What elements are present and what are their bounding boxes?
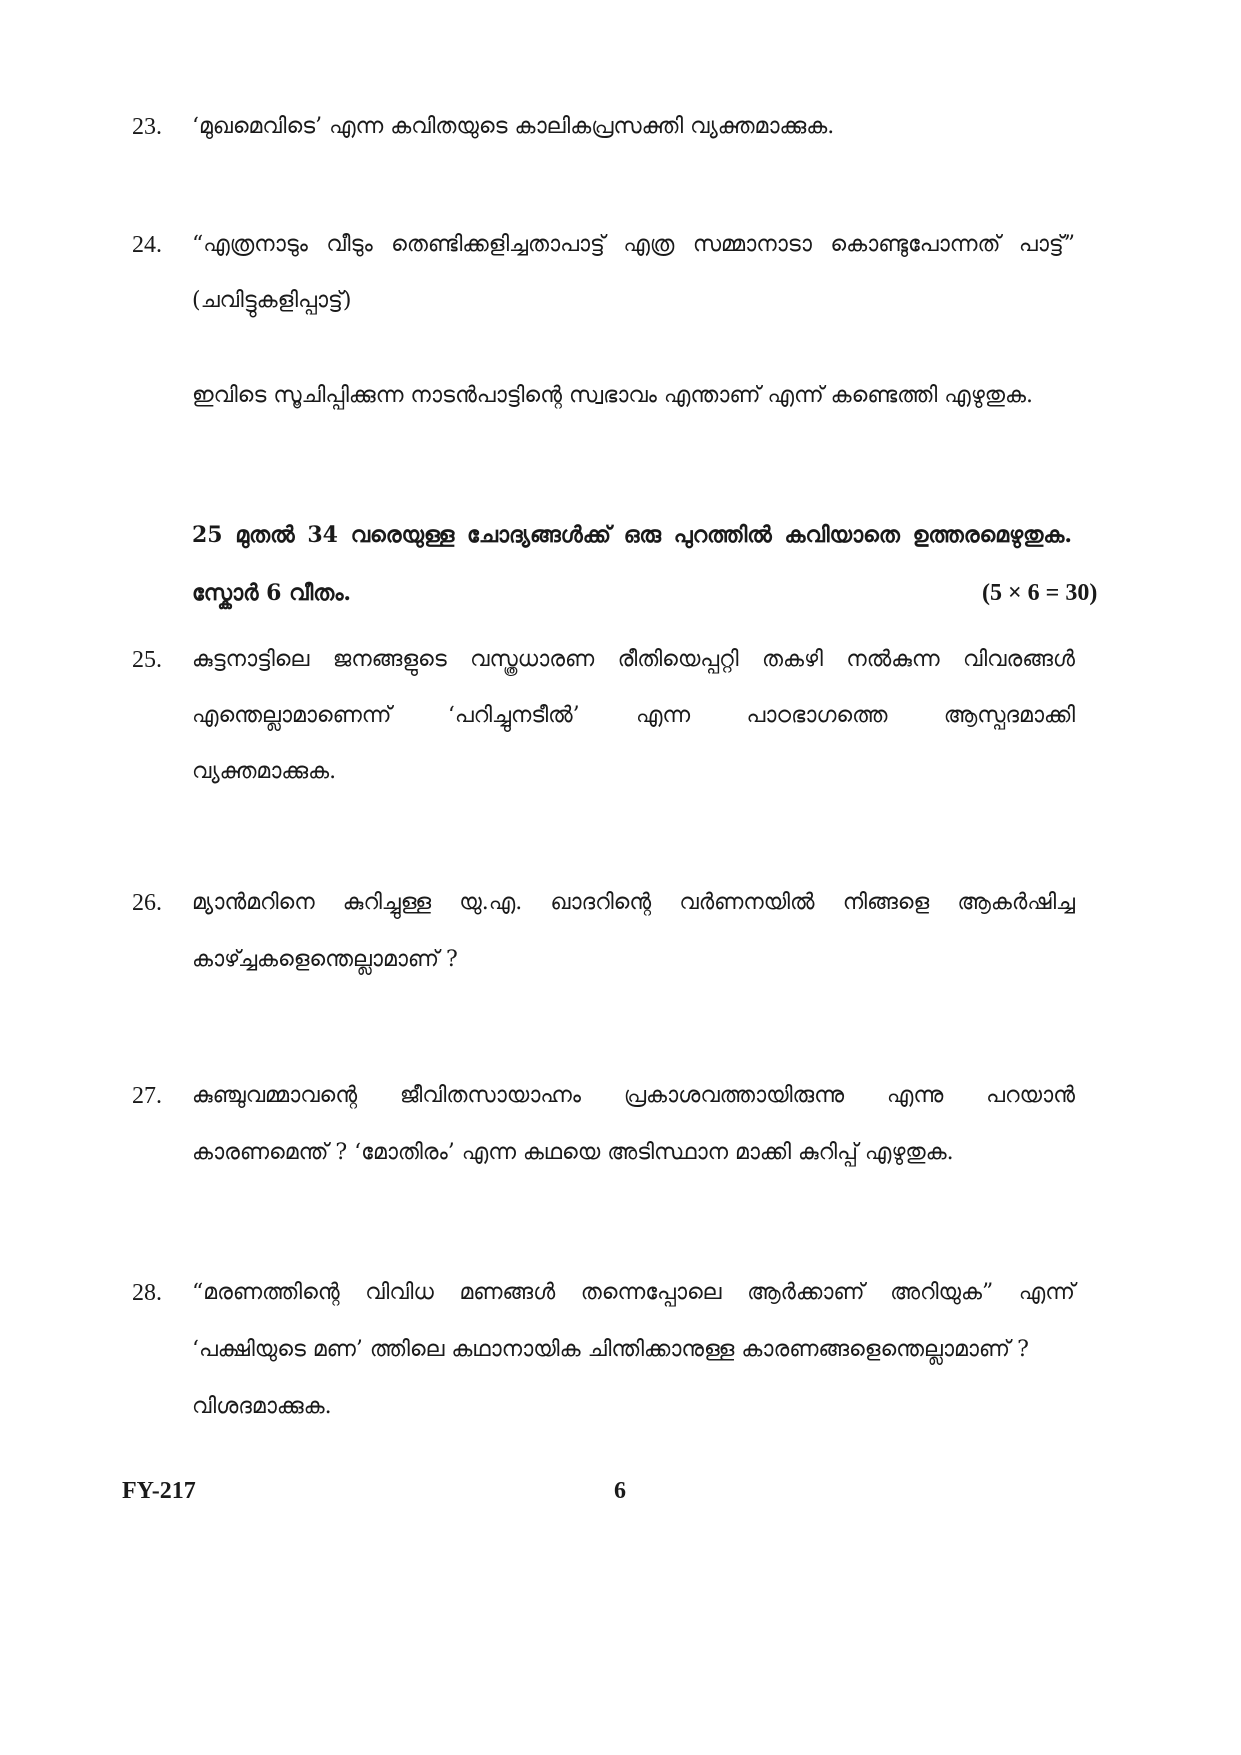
question-27-line-1: കുഞ്ചുവമ്മാവന്റെ ജീവിതസായാഹ്നം പ്രകാശവത്തായിരുന്നു എന്നു പറയാൻ — [192, 1083, 1075, 1108]
question-26-line-1: മ്യാൻമറിനെ കുറിച്ചുള്ള യു.എ. ഖാദറിന്റെ വർണനയിൽ നിങ്ങളെ ആകർഷിച്ച — [192, 890, 1075, 915]
question-28-number: 28. — [132, 1280, 162, 1306]
question-25-number: 25. — [132, 647, 162, 673]
question-24-source: (ചവിട്ടുകളിപ്പാട്ട്) — [192, 288, 352, 313]
question-24-number: 24. — [132, 232, 162, 258]
question-24-quote: “എത്രനാടും വീടും തെണ്ടിക്കളിച്ചതാപാട്ട് എത്ര സമ്മാനാടാ കൊണ്ടുപോന്നത് പാട്ട്” — [192, 232, 1075, 257]
paper-code: FY-217 — [122, 1478, 196, 1504]
question-26-line-2: കാഴ്ച്ചകളെന്തെല്ലാമാണ് ? — [192, 947, 458, 972]
question-27-line-2: കാരണമെന്ത് ? ‘മോതിരം’ എന്ന കഥയെ അടിസ്ഥാന മാക്കി കുറിപ്പ് എഴുതുക. — [192, 1140, 954, 1165]
section-marks: (5 × 6 = 30) — [982, 580, 1098, 606]
page-number: 6 — [614, 1478, 626, 1504]
question-28-line-1: “മരണത്തിന്റെ വിവിധ മണങ്ങൾ തന്നെപ്പോലെ ആർക്കാണ് അറിയുക” എന്ന് — [192, 1280, 1075, 1305]
question-25-line-1: കുട്ടനാട്ടിലെ ജനങ്ങളുടെ വസ്ത്രധാരണ രീതിയെപ്പറ്റി തകഴി നൽകുന്ന വിവരങ്ങൾ — [192, 647, 1075, 672]
question-26-number: 26. — [132, 890, 162, 916]
question-23-text: ‘മുഖമെവിടെ’ എന്ന കവിതയുടെ കാലികപ്രസക്തി വ്യക്തമാക്കുക. — [192, 114, 835, 139]
question-28-line-3: വിശദമാക്കുക. — [192, 1394, 332, 1419]
section-score-label: സ്കോർ 6 വീതം. — [192, 580, 352, 606]
question-25-line-3: വ്യക്തമാക്കുക. — [192, 759, 337, 784]
question-28-line-2: ‘പക്ഷിയുടെ മണ’ ത്തിലെ കഥാനായിക ചിന്തിക്കാനുള്ള കാരണങ്ങളെന്തെല്ലാമാണ് ? — [192, 1337, 1029, 1362]
section-instruction: 25 മുതൽ 34 വരെയുള്ള ചോദ്യങ്ങൾക്ക് ഒരു പുറത്തിൽ കവിയാതെ ഉത്തരമെഴുതുക. — [192, 522, 1072, 548]
question-23-number: 23. — [132, 114, 162, 140]
question-25-line-2: എന്തെല്ലാമാണെന്ന് ‘പറിച്ചുനടീൽ’ എന്ന പാഠഭാഗത്തെ ആസ്പദമാക്കി — [192, 703, 1075, 728]
question-24-prompt: ഇവിടെ സൂചിപ്പിക്കുന്ന നാടൻപാട്ടിന്റെ സ്വഭാവം എന്താണ് എന്ന് കണ്ടെത്തി എഴുതുക. — [192, 383, 1034, 408]
question-27-number: 27. — [132, 1083, 162, 1109]
